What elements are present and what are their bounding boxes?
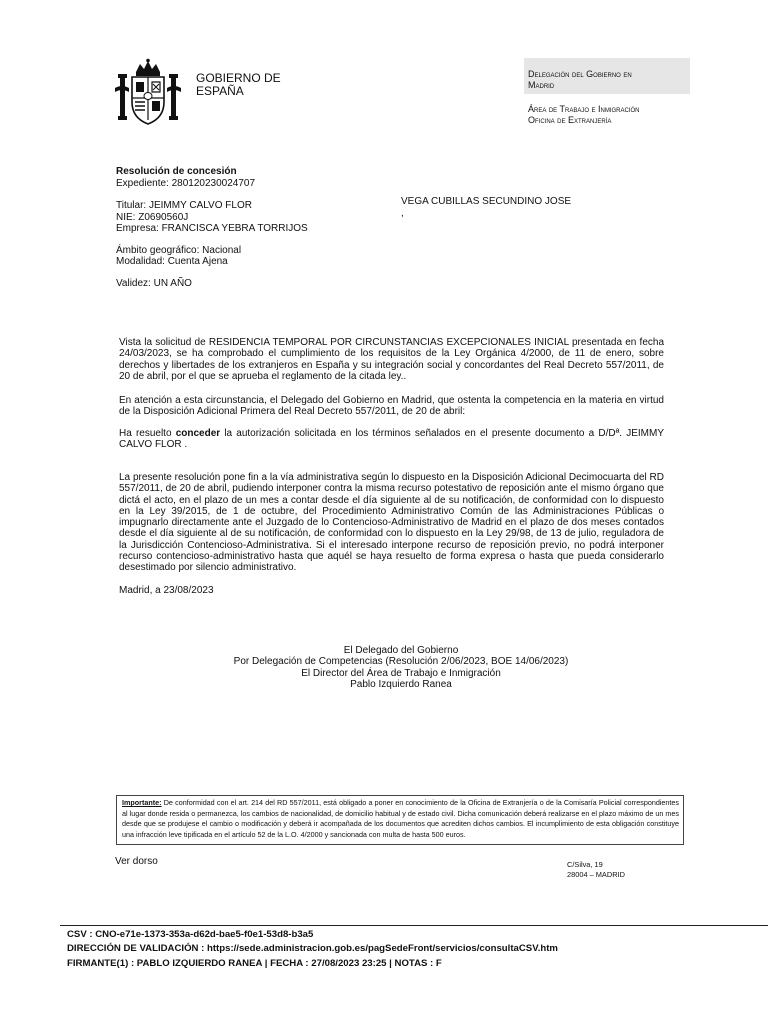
footer-signer: FIRMANTE(1) : PABLO IZQUIERDO RANEA | FECHA : 27/08/2023 23:25 | NOTAS : F: [67, 958, 442, 969]
ver-dorso: Ver dorso: [115, 856, 158, 867]
recipient-line-2: ,: [401, 207, 404, 219]
area-line-2: Oficina de Extranjería: [528, 115, 612, 125]
nie: NIE: Z0690560J: [116, 211, 189, 223]
signature-line-4: Pablo Izquierdo Ranea: [350, 678, 452, 690]
signature-line-3: El Director del Área de Trabajo e Inmigración: [301, 667, 501, 679]
signature-block: [116, 645, 686, 690]
recipient: [401, 196, 571, 219]
government-name: [196, 72, 281, 98]
paragraph-recurso: La presente resolución pone fin a la vía administrativa según lo dispuesto en la Disposición Adicional Decimocuarta del RD 557/2011, de 20 de abril, pudiendo interponer contra la misma recurso potestativo de reposición ante el mismo órgano que dictá el acto, en el plazo de un mes a contar desde el día siguiente al de su notificación, de conformidad con lo dispuesto en la Ley 39/2015, de 1 de octubre, del Procedimiento Administrativo Común de las Administraciones Públicas o impugnarlo directamente ante el Juzgado de lo Contencioso-Administrativo de Madrid en el plazo de dos meses contados desde el día siguiente al de su notificación, de conformidad con lo dispuesto en la Ley 29/98, de 13 de julio, reguladora de la Jurisdicción Contencioso-Administrativa. Si el interesado interpone recurso de reposición previo, no podrá interponer recurso contencioso-administrativo hasta que aquél se haya resuelto de forma expresa o hasta que pueda considerarlo desestimado por silencio administrativo.: [119, 472, 664, 574]
office-address: [567, 860, 625, 879]
address-line-2: 28004 – MADRID: [567, 869, 625, 879]
paragraph-atencion: En atención a esta circunstancia, el Delegado del Gobierno en Madrid, que ostenta la competencia en la materia en virtud de la Disposición Adicional Primera del Real Decreto 557/2011, de 20 de abril:: [119, 395, 664, 418]
place-date: Madrid, a 23/08/2023: [119, 585, 214, 596]
footer-validation-url: DIRECCIÓN DE VALIDACIÓN : https://sede.administracion.gob.es/pagSedeFront/servicios/consultaCSV.htm: [67, 943, 558, 954]
delegation-line-1: Delegación del Gobierno en: [528, 69, 632, 79]
address-line-1: C/Silva, 19: [567, 860, 603, 869]
modalidad: Modalidad: Cuenta Ajena: [116, 256, 228, 267]
notice-label: Importante:: [122, 798, 162, 807]
resuelto-pre: Ha resuelto: [119, 428, 176, 439]
footer-divider: [60, 925, 768, 926]
coat-of-arms-icon: [112, 58, 184, 126]
footer-csv: CSV : CNO-e71e-1373-353a-d62d-bae5-f0e1-53d8-b3a5: [67, 929, 314, 940]
recipient-name: VEGA CUBILLAS SECUNDINO JOSE: [401, 196, 572, 207]
delegation-line-2: Madrid: [528, 80, 555, 90]
resolution-details: [116, 166, 308, 289]
expediente: Expediente: 280120230024707: [116, 177, 256, 189]
resuelto-conceder: conceder: [175, 428, 221, 439]
signature-line-1: El Delegado del Gobierno: [343, 645, 459, 656]
government-line-1: GOBIERNO DE: [196, 71, 281, 85]
government-line-2: ESPAÑA: [196, 84, 244, 98]
signature-line-2: Por Delegación de Competencias (Resolución 2/06/2023, BOE 14/06/2023): [233, 656, 569, 668]
ambito: Ámbito geográfico: Nacional: [116, 244, 242, 256]
empresa: Empresa: FRANCISCA YEBRA TORRIJOS: [116, 223, 308, 234]
area-text: [528, 104, 698, 126]
notice-text: [122, 798, 679, 840]
paragraph-resuelto: [119, 428, 664, 451]
delegation-text: [528, 69, 688, 91]
titular: Titular: JEIMMY CALVO FLOR: [116, 200, 252, 211]
resuelto-post: la autorización solicitada en los términos señalados en el presente documento a D/Dª. JEIMMY CALVO FLOR .: [119, 428, 664, 451]
paragraph-solicitud: Vista la solicitud de RESIDENCIA TEMPORAL POR CIRCUNSTANCIAS EXCEPCIONALES INICIAL presentada en fecha 24/03/2023, se ha comprobado el cumplimiento de los requisitos de la Ley Orgánica 4/2000, de 11 de enero, sobre derechos y libertades de los extranjeros en España y su integración social y concordantes del Real Decreto 557/2011, de 20 de abril, por el que se aprueba el reglamento de la citada ley..: [119, 337, 664, 382]
notice-body: De conformidad con el art. 214 del RD 557/2011, está obligado a poner en conocimiento de la Oficina de Extranjería o de la Comisaría Policial correspondientes al lugar donde resida o permanezca, los cambios de nacionalidad, de domicilio habitual y de estado civil. Dicha comunicación deberá realizarse en el plazo máximo de un mes desde que se produjese el cambio o modificación y deberá ir acompañada de los documentos que acrediten dichos cambios. El incumplimiento de esta obligación constituye una infracción leve tipificada en el artículo 52 de la L.O. 4/2000 y sancionada con multa de hasta 500 euros.: [122, 798, 679, 839]
area-line-1: Área de Trabajo e Inmigración: [528, 104, 640, 114]
resolution-title: Resolución de concesión: [116, 166, 237, 177]
validez: Validez: UN AÑO: [116, 277, 192, 289]
